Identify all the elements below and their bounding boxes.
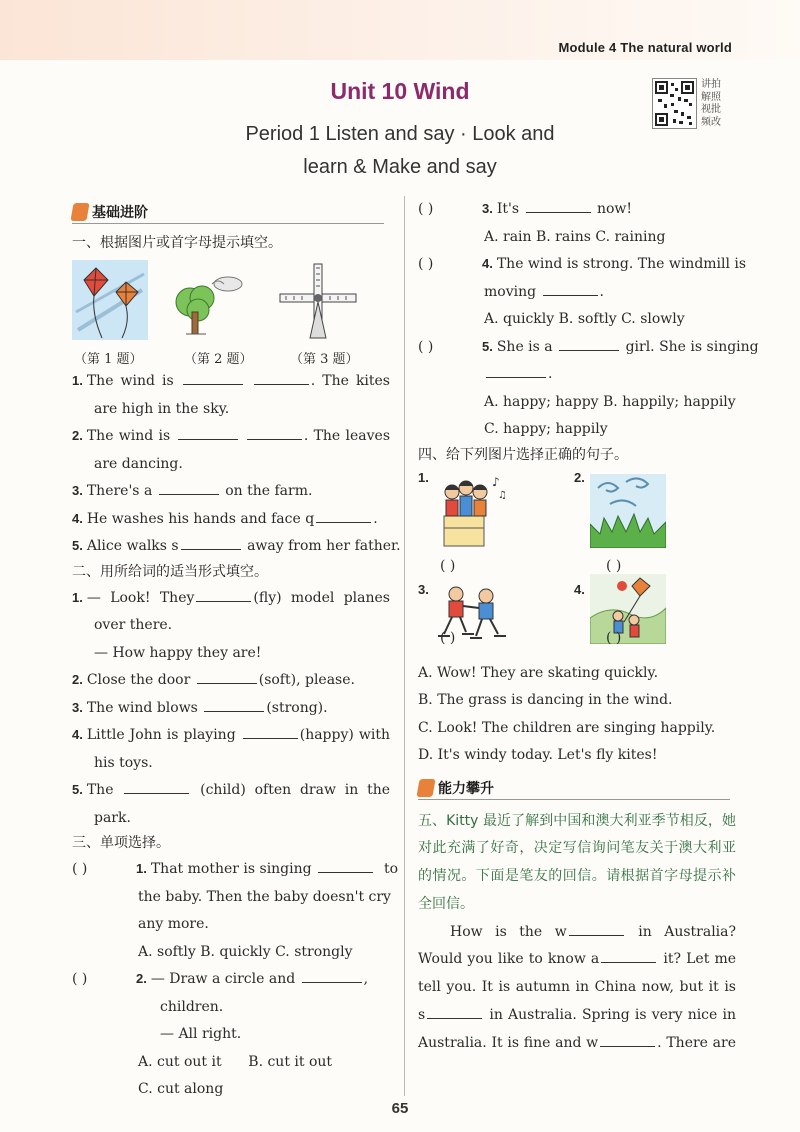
section4-title: 四、给下列图片选择正确的句子。 — [418, 446, 628, 463]
s1-q1: 1. The wind is . The kites — [72, 368, 390, 396]
s2-q3: 3. The wind blows (strong). — [72, 695, 390, 723]
s3-q1: ( ) 1. That mother is singing to — [72, 856, 390, 884]
s3-q2-cont: children. — [160, 998, 224, 1015]
s3-q1-cont: the baby. Then the baby doesn't cry — [138, 888, 391, 905]
s1-q1-cont: are high in the sky. — [94, 400, 230, 417]
svg-text:♫: ♫ — [498, 489, 507, 501]
s5-letter: How is the w in Australia? Would you like to know a it? Let me tell you. It is autumn in China now, but it is s in Australia. Spring is very nice in Australia. It is fine and w . There are — [418, 919, 736, 1058]
s3-q2-options: A. cut out it B. cut it out — [138, 1053, 333, 1070]
s3-q3-options: A. rain B. rains C. raining — [484, 228, 666, 245]
section3-title: 三、单项选择。 — [72, 835, 170, 851]
s3-q5-options2: C. happy; happily — [484, 421, 608, 437]
s2-q5-cont: park. — [94, 809, 131, 826]
s1-q2-cont: are dancing. — [94, 455, 183, 472]
windy-grass-picture — [590, 474, 666, 548]
right-column — [418, 196, 759, 1058]
climb-badge-icon — [416, 779, 435, 797]
period-title: Period 1 Listen and say · Look and learn & Make and say — [245, 123, 555, 178]
column-divider — [404, 196, 405, 1096]
section-advanced-header: 能力攀升 — [418, 772, 736, 804]
s3-q2-optionC: C. cut along — [138, 1081, 224, 1097]
s4-option-b: B. The grass is dancing in the wind. — [418, 692, 673, 708]
s2-q1: 1. — Look! They (fly) model planes — [72, 585, 390, 613]
s4-option-d: D. It's windy today. Let's fly kites! — [418, 747, 658, 763]
s2-q1-reply: — How happy they are! — [94, 644, 262, 661]
s3-q4: ( ) 4. The wind is strong. The windmill is — [418, 256, 747, 272]
flying-kites-picture — [590, 574, 666, 644]
s4-pictures: 1. ♪ ♫ ( ) 2. ( ) 3. ( ) 4. ( ) — [418, 470, 736, 660]
s3-q5-options1: A. happy; happy B. happily; happily — [484, 393, 736, 410]
picture-row: （第 1 题） （第 2 题） （第 3 题） — [72, 260, 390, 344]
s3-q5-cont: . — [418, 361, 736, 389]
s1-q5: 5. Alice walks s away from her father. — [72, 533, 390, 561]
module-label: Module 4 The natural world — [558, 40, 732, 55]
windmill-picture — [278, 260, 358, 342]
s3-q1-options: A. softly B. quickly C. strongly — [138, 943, 353, 960]
left-column — [72, 196, 401, 1104]
qr-caption: 讲拍 解照 视批 频改 — [701, 79, 721, 128]
s2-q1-cont: over there. — [94, 617, 173, 633]
singing-children-picture — [438, 472, 510, 548]
tree-picture — [168, 274, 248, 338]
s3-q3: ( ) 3. It's now! — [418, 196, 736, 224]
s3-q4-cont: moving . — [418, 279, 736, 307]
qr-code-icon[interactable] — [652, 78, 697, 129]
s1-q2: 2. The wind is . The leaves — [72, 423, 390, 451]
s1-q4: 4. He washes his hands and face q . — [72, 506, 390, 534]
s3-q1-cont2: any more. — [138, 916, 209, 932]
s2-q4: 4. Little John is playing (happy) with — [72, 722, 390, 750]
s2-q5: 5. The (child) often draw in the — [72, 777, 390, 805]
kites-picture — [72, 260, 148, 340]
s3-q4-options: A. quickly B. softly C. slowly — [484, 311, 685, 327]
s4-option-a: A. Wow! They are skating quickly. — [418, 664, 659, 681]
section1-title: 一、根据图片或首字母提示填空。 — [72, 235, 282, 251]
s3-q2-reply: — All right. — [160, 1026, 242, 1042]
s5-intro: 五、Kitty 最近了解到中国和澳大利亚季节相反，她对此充满了好奇，决定写信询问笔友关于澳大利亚的情况。下面是笔友的回信。请根据首字母提示补全回信。 — [418, 812, 736, 912]
svg-text:♪: ♪ — [492, 474, 500, 489]
pencil-badge-icon — [70, 203, 89, 221]
section2-title: 二、用所给词的适当形式填空。 — [72, 563, 268, 580]
page-number: 65 — [391, 1100, 409, 1117]
s2-q2: 2. Close the door (soft), please. — [72, 667, 390, 695]
s3-q2: ( ) 2. — Draw a circle and , — [72, 966, 390, 994]
s3-q5: ( ) 5. She is a girl. She is singing — [418, 334, 736, 362]
s4-option-c: C. Look! The children are singing happily. — [418, 719, 716, 736]
s2-q4-cont: his toys. — [94, 754, 153, 771]
s1-q3: 3. There's a on the farm. — [72, 478, 390, 506]
section-basic-header: 基础进阶 — [72, 196, 390, 228]
unit-title: Unit 10 Wind — [330, 78, 470, 104]
